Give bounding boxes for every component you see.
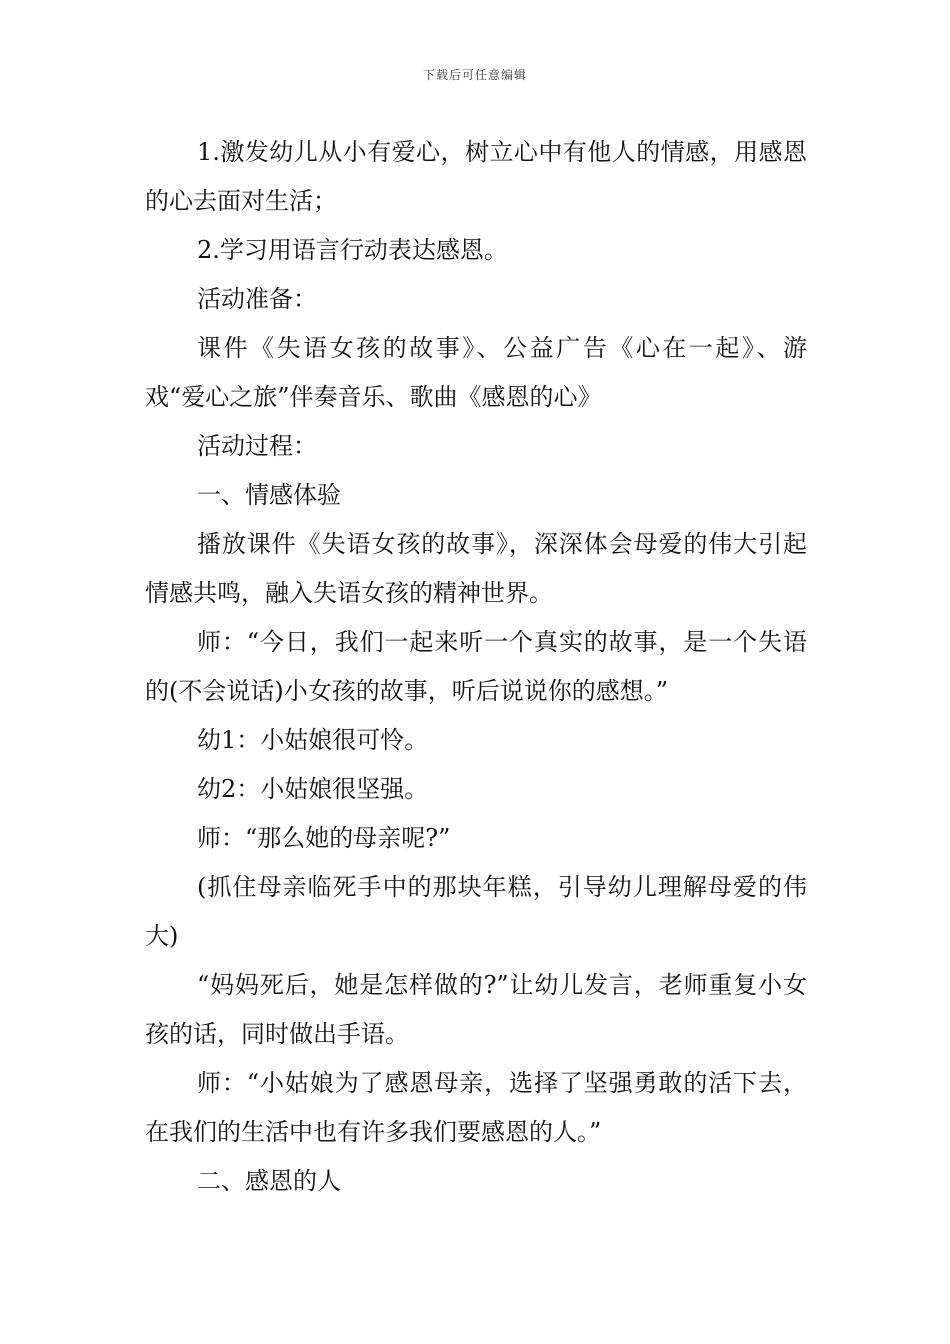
paragraph-objective-1: 1.激发幼儿从小有爱心，树立心中有他人的情感，用感恩的心去面对生活； (145, 138, 807, 215)
heading-preparation: 活动准备： (197, 285, 317, 313)
paragraph-play-courseware: 播放课件《失语女孩的故事》，深深体会母爱的伟大引起情感共鸣，融入失语女孩的精神世界。 (145, 530, 807, 607)
paragraph-guidance-note: (抓住母亲临死手中的那块年糕，引导幼儿理解母爱的伟大) (145, 873, 807, 950)
document-body (145, 128, 807, 1206)
heading-process: 活动过程： (197, 432, 317, 460)
paragraph-teacher-1: 师：“今日，我们一起来听一个真实的故事，是一个失语的(不会说话)小女孩的故事，听后说说你的感想。” (145, 628, 807, 705)
paragraph-question: “妈妈死后，她是怎样做的?”让幼儿发言，老师重复小女孩的话，同时做出手语。 (145, 971, 807, 1048)
paragraph-teacher-3: 师：“小姑娘为了感恩母亲，选择了坚强勇敢的活下去，在我们的生活中也有许多我们要感恩的人。” (145, 1069, 807, 1146)
page-header: 下载后可任意编辑 (422, 68, 527, 82)
paragraph-teacher-2: 师：“那么她的母亲呢?” (197, 824, 451, 852)
heading-section-2: 二、感恩的人 (197, 1167, 341, 1195)
paragraph-child-1: 幼1：小姑娘很可怜。 (197, 726, 429, 754)
paragraph-objective-2: 2.学习用语言行动表达感恩。 (197, 236, 508, 264)
paragraph-materials: 课件《失语女孩的故事》、公益广告《心在一起》、游戏“爱心之旅”伴奏音乐、歌曲《感恩的心》 (145, 334, 807, 411)
heading-section-1: 一、情感体验 (197, 481, 341, 509)
paragraph-child-2: 幼2：小姑娘很坚强。 (197, 775, 429, 803)
